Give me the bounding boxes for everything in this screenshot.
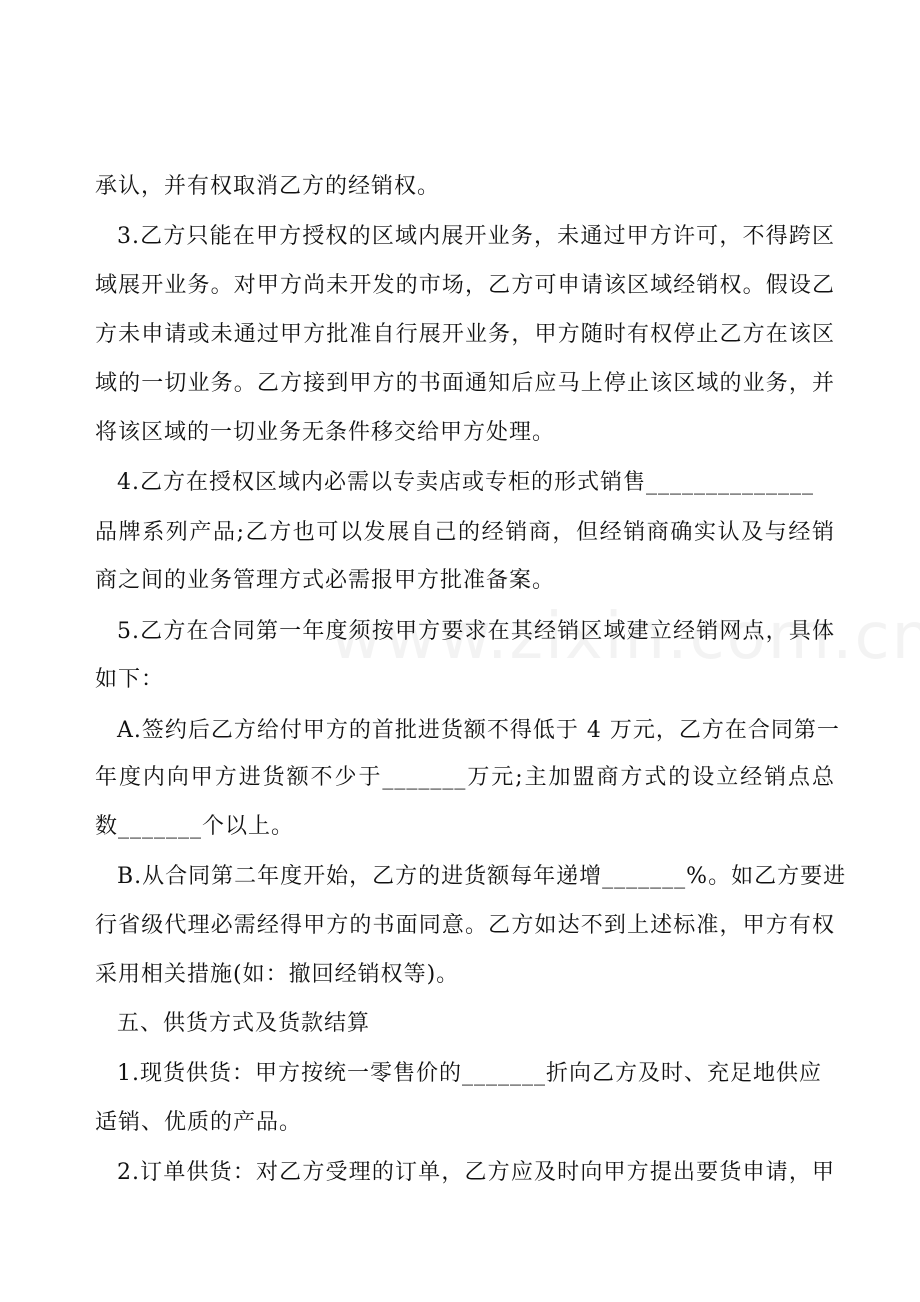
paragraph-line: 品牌系列产品;乙方也可以发展自己的经销商，但经销商确实认及与经销 [95,520,835,545]
paragraph-line: 5.乙方在合同第一年度须按甲方要求在其经销区域建立经销网点，具体 [117,619,835,644]
paragraph-line: 年度内向甲方进货额不少于_______万元;主加盟商方式的设立经销点总 [95,765,835,790]
paragraph-line: 3.乙方只能在甲方授权的区域内展开业务，未通过甲方许可，不得跨区 [117,224,835,249]
paragraph-line: 1.现货供货：甲方按统一零售价的_______折向乙方及时、充足地供应 [117,1061,822,1086]
paragraph-line: 如下： [95,667,165,692]
paragraph-line: 域的一切业务。乙方接到甲方的书面通知后应马上停止该区域的业务，并 [95,371,835,396]
paragraph-line: 商之间的业务管理方式必需报甲方批准备案。 [95,568,556,593]
paragraph-line: 数_______个以上。 [95,814,295,839]
paragraph-line: 将该区域的一切业务无条件移交给甲方处理。 [95,420,556,445]
paragraph-line: 承认，并有权取消乙方的经销权。 [95,174,441,199]
paragraph-line: 2.订单供货：对乙方受理的订单，乙方应及时向甲方提出要货申请，甲 [117,1160,835,1185]
paragraph-line: 4.乙方在授权区域内必需以专卖店或专柜的形式销售______________ [117,470,814,495]
paragraph-line: 采用相关措施(如：撤回经销权等)。 [95,962,460,987]
paragraph-line: 适销、优质的产品。 [95,1110,303,1135]
paragraph-line: B.从合同第二年度开始，乙方的进货额每年递增_______%。如乙方要进 [117,864,847,889]
paragraph-line: 域展开业务。对甲方尚未开发的市场，乙方可申请该区域经销权。假设乙 [95,273,835,298]
section-heading: 五、供货方式及货款结算 [117,1011,371,1036]
paragraph-line: 方未申请或未通过甲方批准自行展开业务，甲方随时有权停止乙方在该区 [95,322,835,347]
paragraph-line: A.签约后乙方给付甲方的首批进货额不得低于 4 万元，乙方在合同第一 [117,718,840,743]
paragraph-line: 行省级代理必需经得甲方的书面同意。乙方如达不到上述标准，甲方有权 [95,913,835,938]
